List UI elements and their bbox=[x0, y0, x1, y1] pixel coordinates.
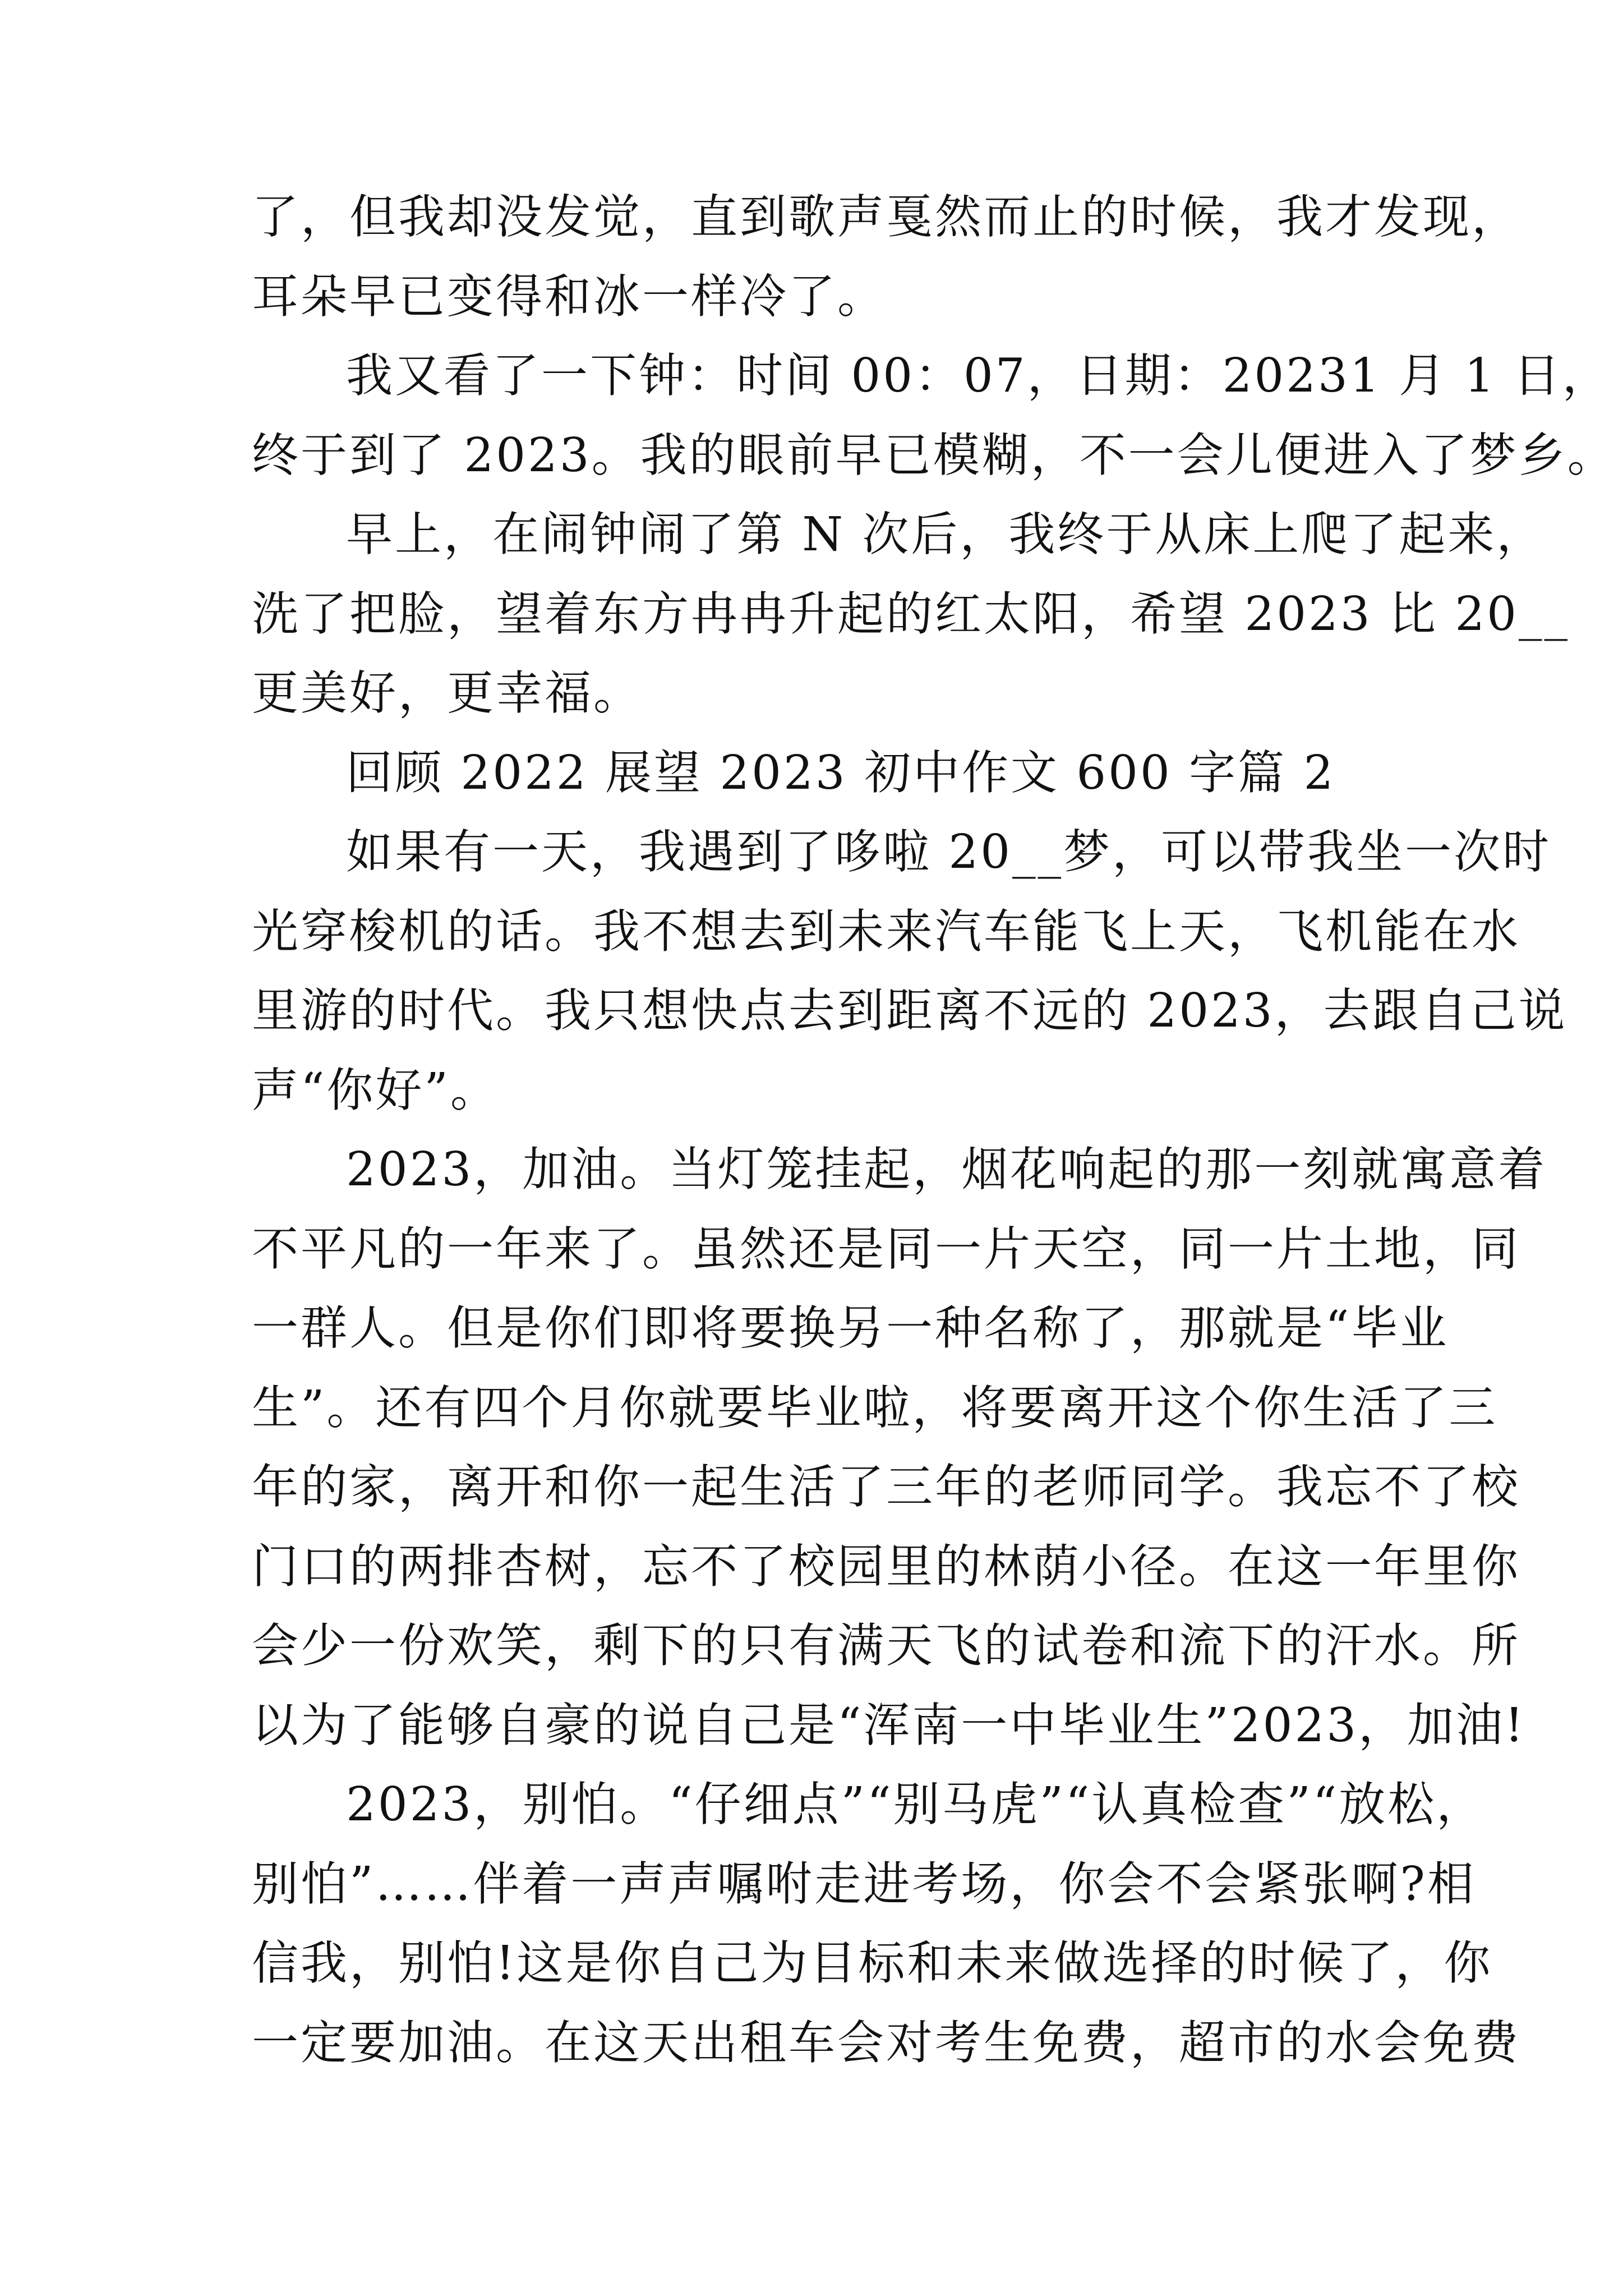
text-line-18: 门口的两排杏树，忘不了校园里的林荫小径。在这一年里你 bbox=[252, 1539, 1520, 1594]
text-line-4: 终于到了 2023。我的眼前早已模糊，不一会儿便进入了梦乡。 bbox=[252, 427, 1616, 482]
text-line-21: 2023，别怕。“仔细点”“别马虎”“认真检查”“放松， bbox=[346, 1777, 1486, 1832]
text-line-22: 别怕”……伴着一声声嘱咐走进考场，你会不会紧张啊?相 bbox=[252, 1856, 1476, 1911]
text-line-3: 我又看了一下钟：时间 00：07，日期：20231 月 1 日， bbox=[346, 348, 1611, 403]
text-line-13: 2023，加油。当灯笼挂起，烟花响起的那一刻就寓意着 bbox=[346, 1142, 1547, 1197]
text-line-24: 一定要加油。在这天出租车会对考生免费，超市的水会免费 bbox=[252, 2015, 1520, 2070]
text-line-12: 声“你好”。 bbox=[252, 1062, 499, 1117]
text-line-11: 里游的时代。我只想快点去到距离不远的 2023，去跟自己说 bbox=[252, 983, 1567, 1038]
text-line-17: 年的家，离开和你一起生活了三年的老师同学。我忘不了校 bbox=[252, 1460, 1520, 1514]
text-line-10: 光穿梭机的话。我不想去到未来汽车能飞上天，飞机能在水 bbox=[252, 904, 1520, 959]
text-line-9: 如果有一天，我遇到了哆啦 20__梦，可以带我坐一次时 bbox=[346, 825, 1551, 879]
text-line-19: 会少一份欢笑，剩下的只有满天飞的试卷和流下的汗水。所 bbox=[252, 1618, 1520, 1673]
text-line-7: 更美好，更幸福。 bbox=[252, 666, 642, 720]
section-heading: 回顾 2022 展望 2023 初中作文 600 字篇 2 bbox=[346, 745, 1336, 800]
text-line-23: 信我，别怕!这是你自己为目标和未来做选择的时候了，你 bbox=[252, 1936, 1493, 1990]
text-line-1: 了，但我却没发觉，直到歌声戛然而止的时候，我才发现， bbox=[252, 190, 1520, 244]
text-line-14: 不平凡的一年来了。虽然还是同一片天空，同一片土地，同 bbox=[252, 1221, 1520, 1276]
text-line-15: 一群人。但是你们即将要换另一种名称了，那就是“毕业 bbox=[252, 1301, 1449, 1355]
text-line-2: 耳朵早已变得和冰一样冷了。 bbox=[252, 269, 886, 324]
document-body bbox=[252, 177, 1616, 2082]
text-line-6: 洗了把脸，望着东方冉冉升起的红太阳，希望 2023 比 20__ bbox=[252, 586, 1570, 641]
text-line-5: 早上，在闹钟闹了第 N 次后，我终于从床上爬了起来， bbox=[346, 507, 1546, 562]
text-line-16: 生”。还有四个月你就要毕业啦，将要离开这个你生活了三 bbox=[252, 1380, 1498, 1435]
text-line-20: 以为了能够自豪的说自己是“浑南一中毕业生”2023，加油! bbox=[252, 1697, 1526, 1752]
